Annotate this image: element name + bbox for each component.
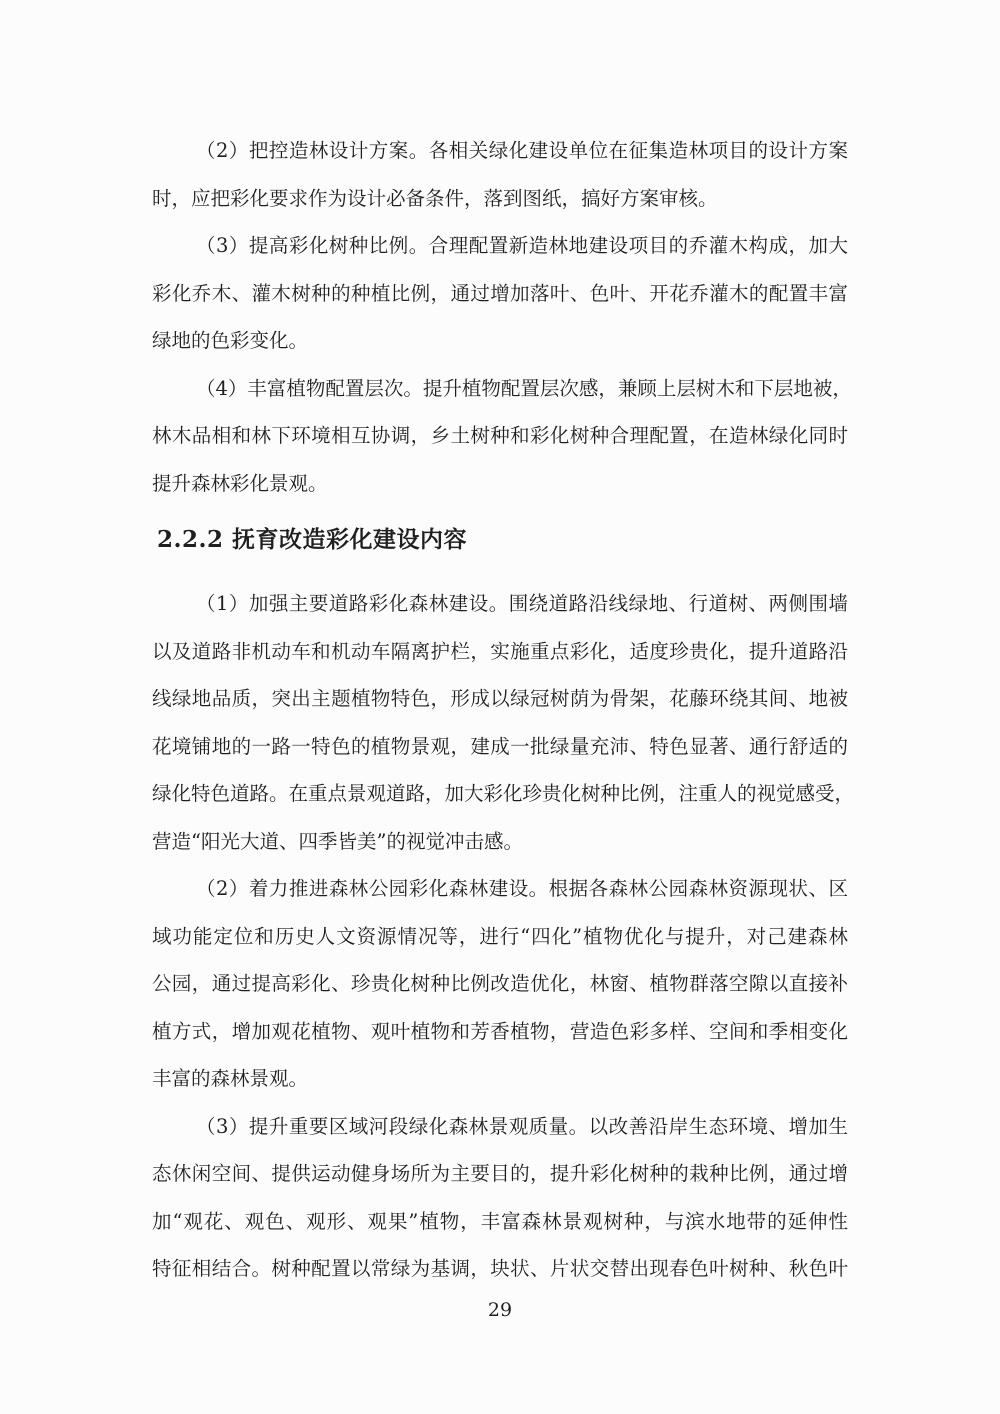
text-line: 特征相结合。树种配置以常绿为基调，块状、片状交替出现春色叶树种、秋色叶 — [152, 1257, 848, 1280]
text-line: 彩化乔木、灌木树种的种植比例，通过增加落叶、色叶、开花乔灌木的配置丰富 — [152, 281, 848, 305]
paragraph — [152, 865, 848, 1103]
paragraph — [152, 1103, 848, 1293]
text-line: 营造“阳光大道、四季皆美”的视觉冲击感。 — [152, 829, 523, 853]
text-line: 域功能定位和历史人文资源情况等，进行“四化”植物优化与提升，对己建森林 — [152, 924, 848, 948]
text-line: （1）加强主要道路彩化森林建设。围绕道路沿线绿地、行道树、两侧围墙 — [196, 592, 848, 615]
text-line: （2）着力推进森林公园彩化森林建设。根据各森林公园森林资源现状、区 — [196, 877, 848, 900]
text-line: 林木品相和林下环境相互协调，乡土树种和彩化树种合理配置，在造林绿化同时 — [152, 424, 848, 447]
text-line: 丰富的森林景观。 — [152, 1067, 309, 1090]
paragraph — [152, 365, 852, 508]
text-line: 绿化特色道路。在重点景观道路，加大彩化珍贵化树种比例，注重人的视觉感受， — [152, 782, 855, 805]
section-heading — [152, 516, 848, 564]
text-line: 以及道路非机动车和机动车隔离护栏，实施重点彩化，适度珍贵化，提升道路沿 — [152, 639, 848, 663]
text-line: 绿地的色彩变化。 — [152, 329, 309, 352]
text-line: 花境铺地的一路一特色的植物景观，建成一批绿量充沛、特色显著、通行舒适的 — [152, 734, 848, 758]
text-line: 时，应把彩化要求作为设计必备条件，落到图纸，搞好方案审核。 — [152, 186, 718, 210]
text-line: （4）丰富植物配置层次。提升植物配置层次感，兼顾上层树木和下层地被， — [196, 376, 852, 400]
heading-text: 2.2.2 抚育改造彩化建设内容 — [157, 526, 468, 553]
text-line: （3）提高彩化树种比例。合理配置新造林地建设项目的乔灌木构成，加大 — [196, 234, 848, 257]
text-line: （2）把控造林设计方案。各相关绿化建设单位在征集造林项目的设计方案 — [196, 139, 848, 162]
page-number: 29 — [487, 1299, 513, 1321]
paragraph — [152, 222, 848, 365]
text-line: 植方式，增加观花植物、观叶植物和芳香植物，营造色彩多样、空间和季相变化 — [152, 1019, 848, 1043]
text-line: 加“观花、观色、观形、观果”植物，丰富森林景观树种，与滨水地带的延伸性 — [152, 1209, 848, 1233]
document-body — [152, 127, 855, 1293]
text-line: 态休闲空间、提供运动健身场所为主要目的，提升彩化树种的栽种比例，通过增 — [152, 1162, 848, 1185]
text-line: 提升森林彩化景观。 — [152, 471, 328, 495]
text-line: （3）提升重要区域河段绿化森林景观质量。以改善沿岸生态环境、增加生 — [196, 1114, 848, 1138]
paragraph — [152, 580, 855, 865]
text-line: 线绿地品质，突出主题植物特色，形成以绿冠树荫为骨架，花藤环绕其间、地被 — [152, 687, 848, 710]
paragraph — [152, 127, 848, 222]
text-line: 公园，通过提高彩化、珍贵化树种比例改造优化，林窗、植物群落空隙以直接补 — [152, 972, 848, 995]
